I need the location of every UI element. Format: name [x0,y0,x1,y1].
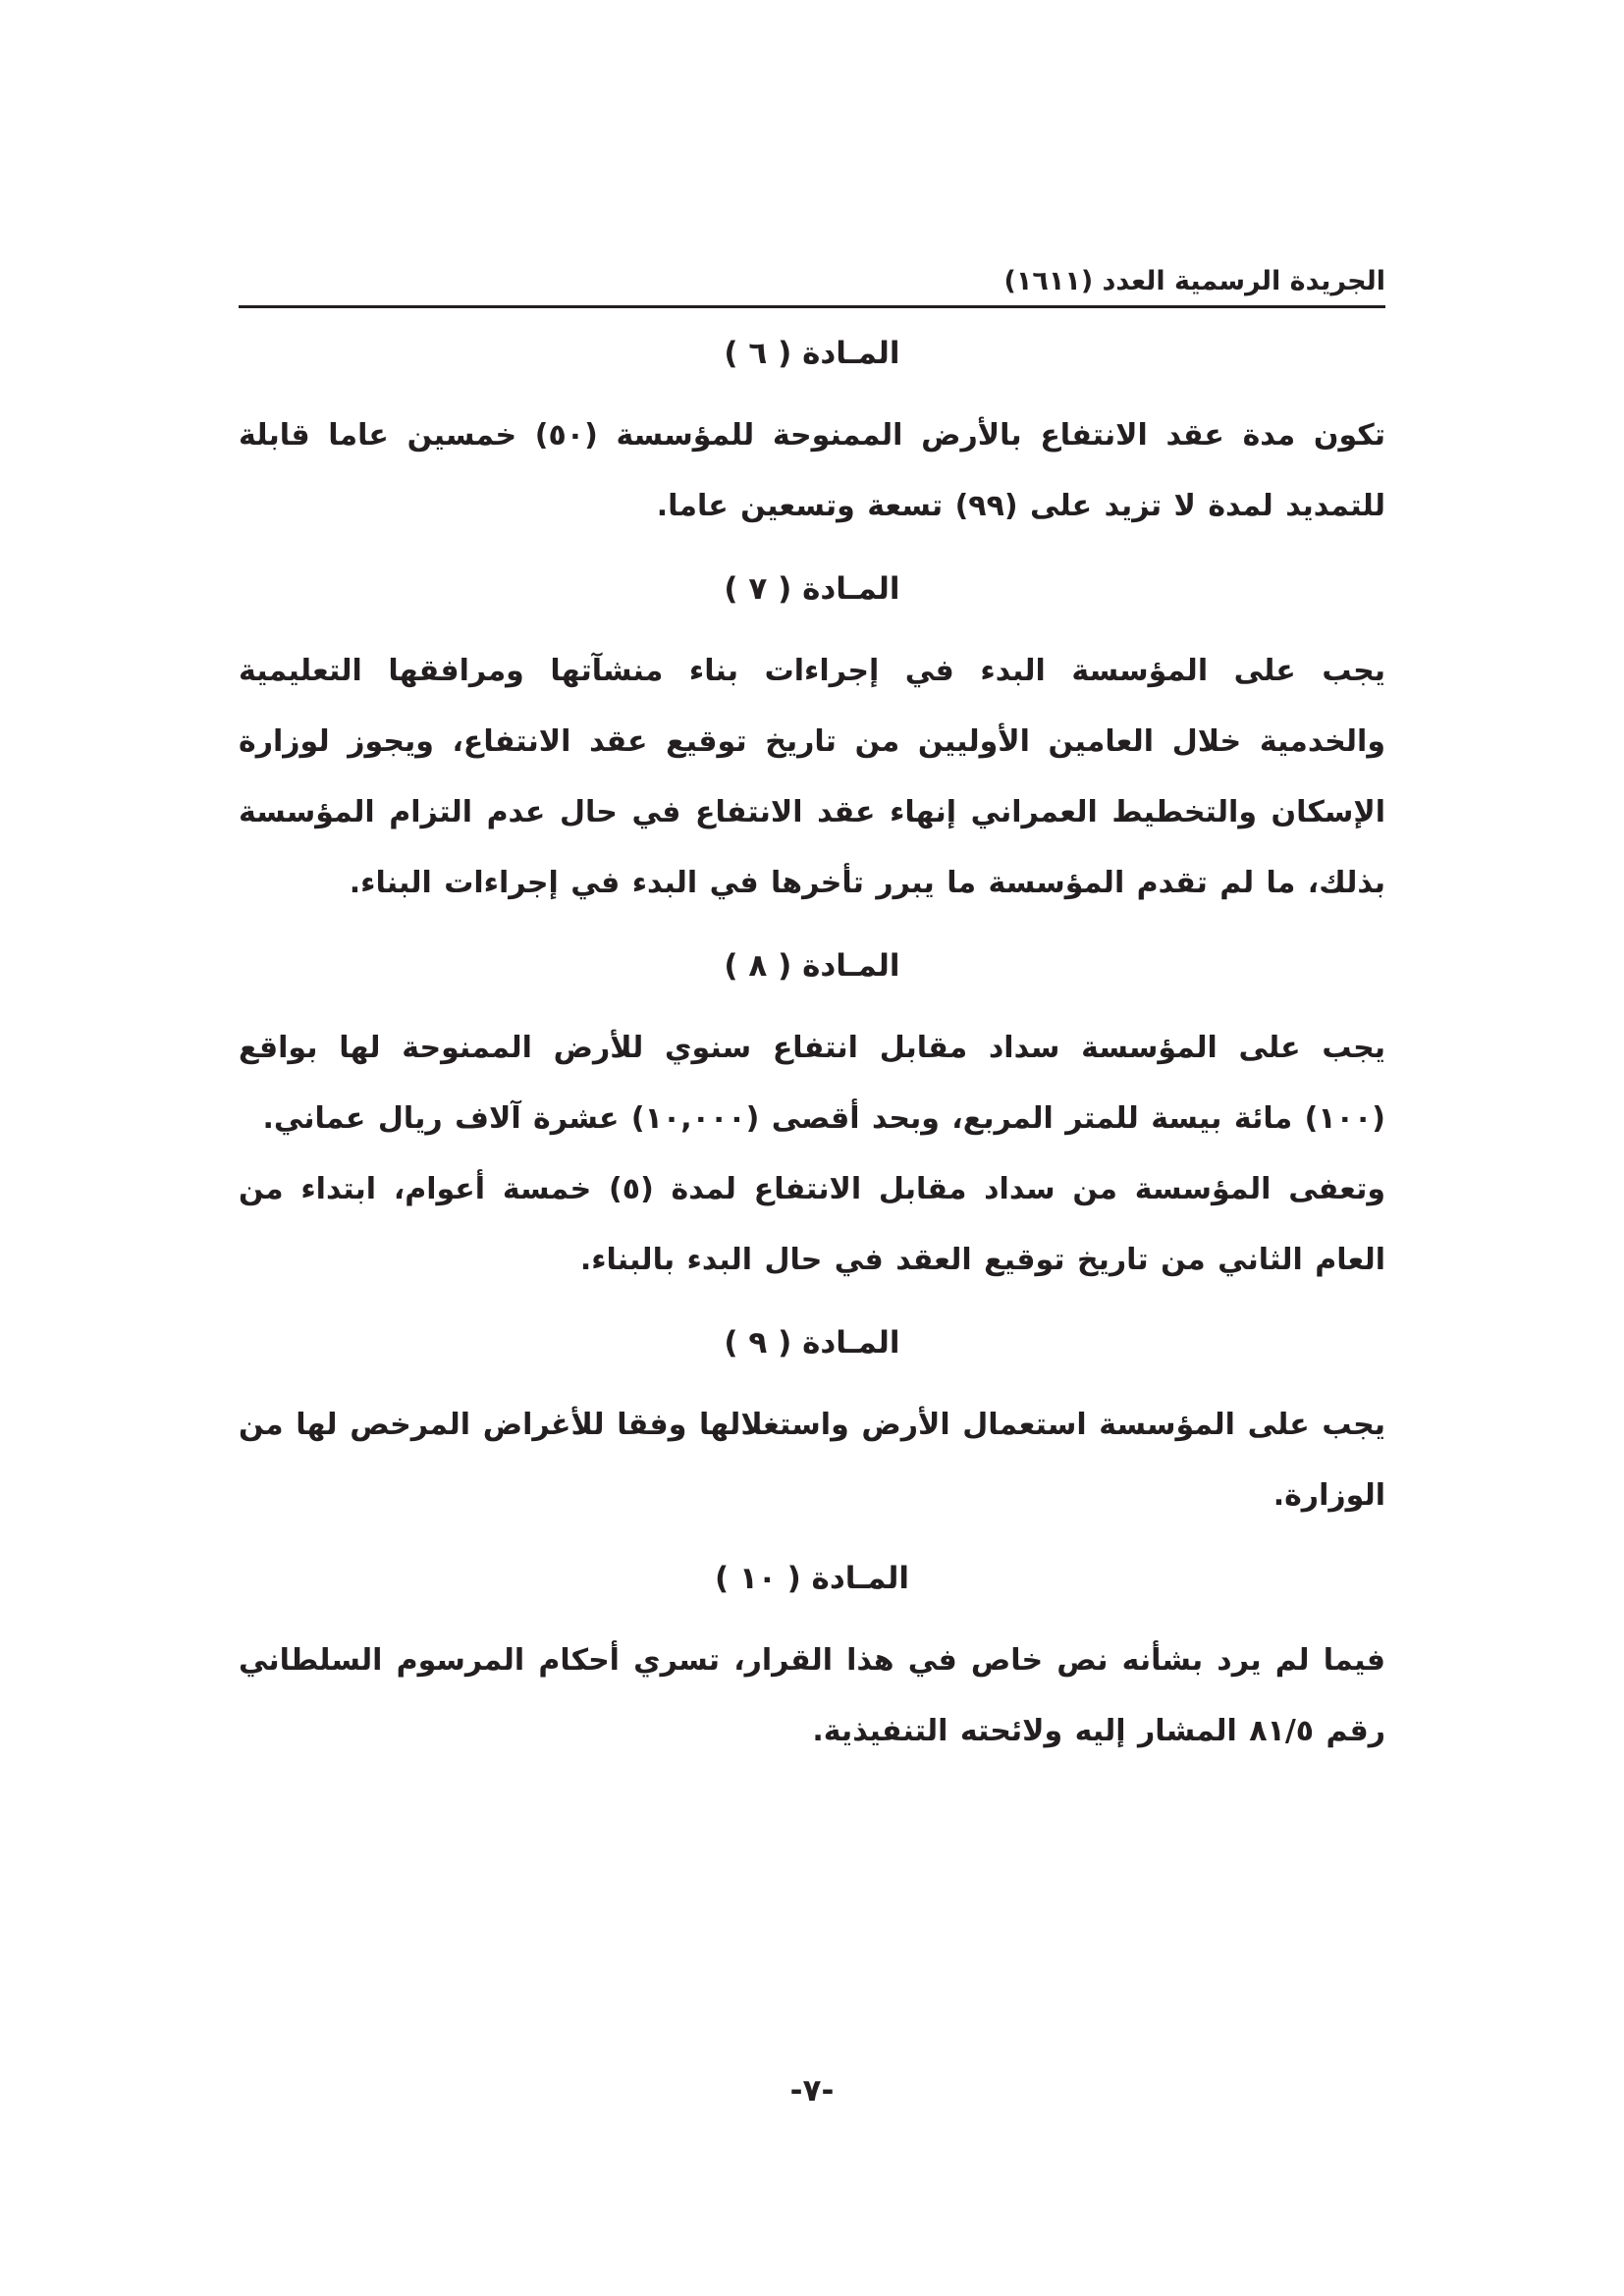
article-10 [239,1549,1385,1767]
page-header [239,257,1385,306]
page-number: -٧- [789,2073,835,2109]
document-body [239,324,1385,1767]
header-divider [239,305,1385,308]
article-heading: المـادة ( ١٠ ) [714,1561,910,1596]
article-9 [239,1313,1385,1549]
article-8 [239,936,1385,1313]
article-heading: المـادة ( ٧ ) [724,571,900,607]
article-paragraph: وتعفى المؤسسة من سداد مقابل الانتفاع لمدة (٥) خمسة أعوام، ابتداء من العام الثاني من تاريخ توقيع العقد في حال البدء بالبناء. [239,1172,1385,1277]
article-heading: المـادة ( ٦ ) [724,336,900,371]
article-paragraph: تكون مدة عقد الانتفاع بالأرض الممنوحة للمؤسسة (٥٠) خمسين عاما قابلة للتمديد لمدة لا تزيد على (٩٩) تسعة وتسعين عاما. [239,418,1385,523]
article-paragraph: يجب على المؤسسة سداد مقابل انتفاع سنوي للأرض الممنوحة لها بواقع (١٠٠) مائة بيسة للمتر المربع، وبحد أقصى (١٠,٠٠٠) عشرة آلاف ريال عماني. [239,1031,1385,1136]
article-heading: المـادة ( ٩ ) [724,1325,900,1361]
article-paragraph: يجب على المؤسسة البدء في إجراءات بناء منشآتها ومرافقها التعليمية والخدمية خلال العامين الأوليين من تاريخ توقيع عقد الانتفاع، ويجوز لوزارة الإسكان والتخطيط العمراني إنهاء عقد الانتفاع في حال عدم التزام المؤسسة بذلك، ما لم تقدم المؤسسة ما يبرر تأخرها في البدء في إجراءات البناء. [239,654,1385,900]
article-paragraph: يجب على المؤسسة استعمال الأرض واستغلالها وفقا للأغراض المرخص لها من الوزارة. [239,1408,1385,1513]
article-paragraph: فيما لم يرد بشأنه نص خاص في هذا القرار، تسري أحكام المرسوم السلطاني رقم ٨١/٥ المشار إليه ولائحته التنفيذية. [239,1643,1385,1748]
article-7 [239,560,1385,936]
article-6 [239,324,1385,560]
article-heading: المـادة ( ٨ ) [724,948,900,984]
gazette-title: الجريدة الرسمية العدد (١٦١١) [1003,266,1385,296]
